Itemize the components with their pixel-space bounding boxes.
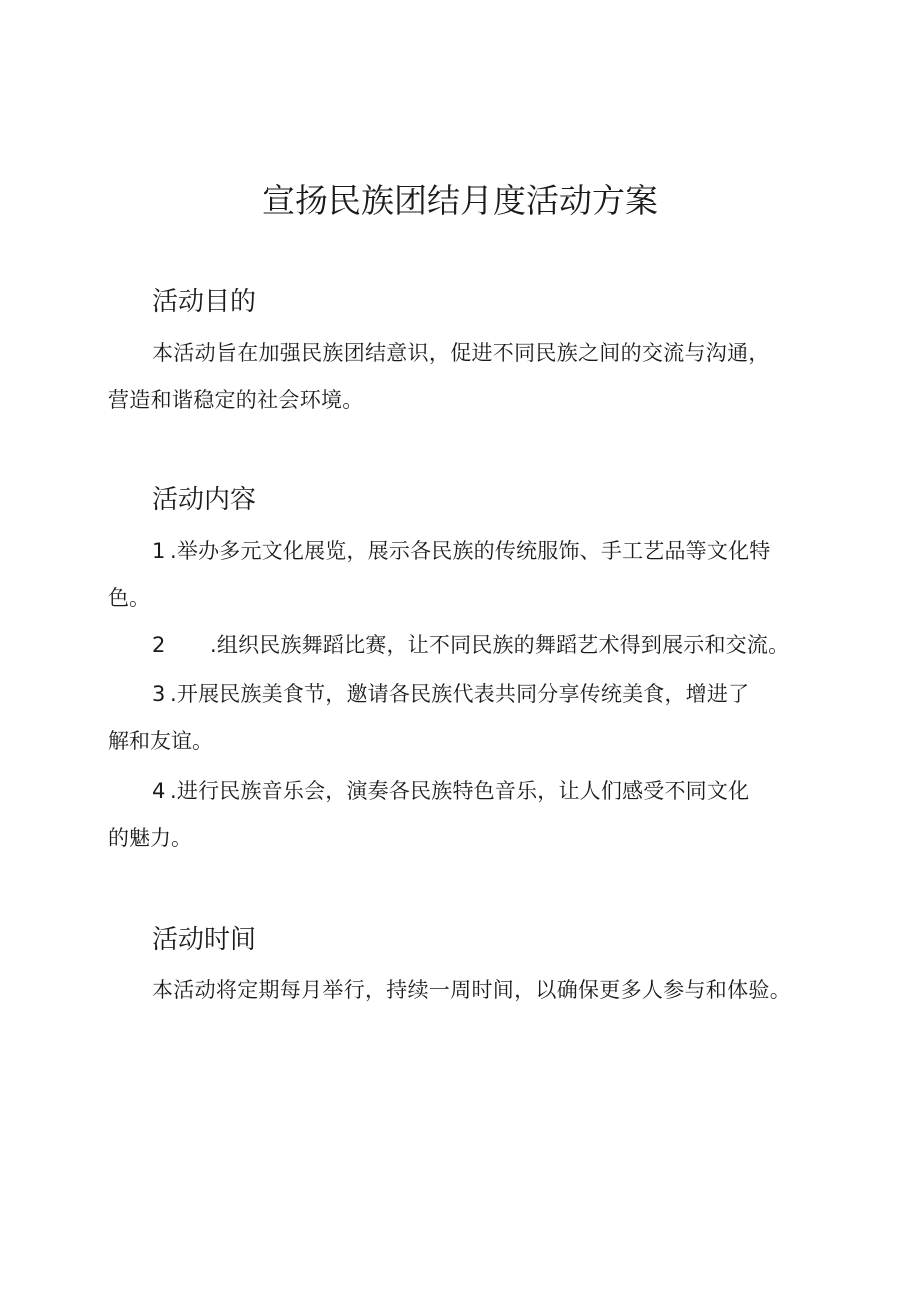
item-text-line-2: 的魅力。 xyxy=(108,826,192,850)
content-item-3 xyxy=(108,671,838,765)
purpose-line-2: 营造和谐稳定的社会环境。 xyxy=(108,388,364,412)
content-item-4 xyxy=(108,768,838,862)
document-title: 宣扬民族团结月度活动方案 xyxy=(262,181,658,220)
item-number: 1 xyxy=(152,539,166,563)
item-number: 2 xyxy=(152,633,166,657)
item-text-line-1: .组织民族舞蹈比赛，让不同民族的舞蹈艺术得到展示和交流。 xyxy=(210,633,790,657)
time-line-1: 本活动将定期每月举行，持续一周时间，以确保更多人参与和体验。 xyxy=(152,978,791,1002)
content-item-2 xyxy=(108,622,838,669)
item-text-line-1: .举办多元文化展览，展示各民族的传统服饰、手工艺品等文化特 xyxy=(170,539,771,563)
item-text-line-1: .进行民族音乐会，演奏各民族特色音乐，让人们感受不同文化 xyxy=(170,779,750,803)
section-heading-content: 活动内容 xyxy=(152,485,257,515)
item-text-line-1: .开展民族美食节，邀请各民族代表共同分享传统美食，增进了 xyxy=(170,682,750,706)
purpose-paragraph xyxy=(108,330,838,424)
item-text-line-2: 色。 xyxy=(108,586,150,610)
section-heading-time: 活动时间 xyxy=(152,925,257,955)
section-heading-purpose: 活动目的 xyxy=(152,287,257,317)
item-number: 4 xyxy=(152,779,166,803)
content-item-1 xyxy=(108,528,838,622)
purpose-line-1: 本活动旨在加强民族团结意识，促进不同民族之间的交流与沟通， xyxy=(152,341,770,365)
item-number: 3 xyxy=(152,682,166,706)
time-paragraph xyxy=(108,967,838,1014)
item-text-line-2: 解和友谊。 xyxy=(108,729,213,753)
